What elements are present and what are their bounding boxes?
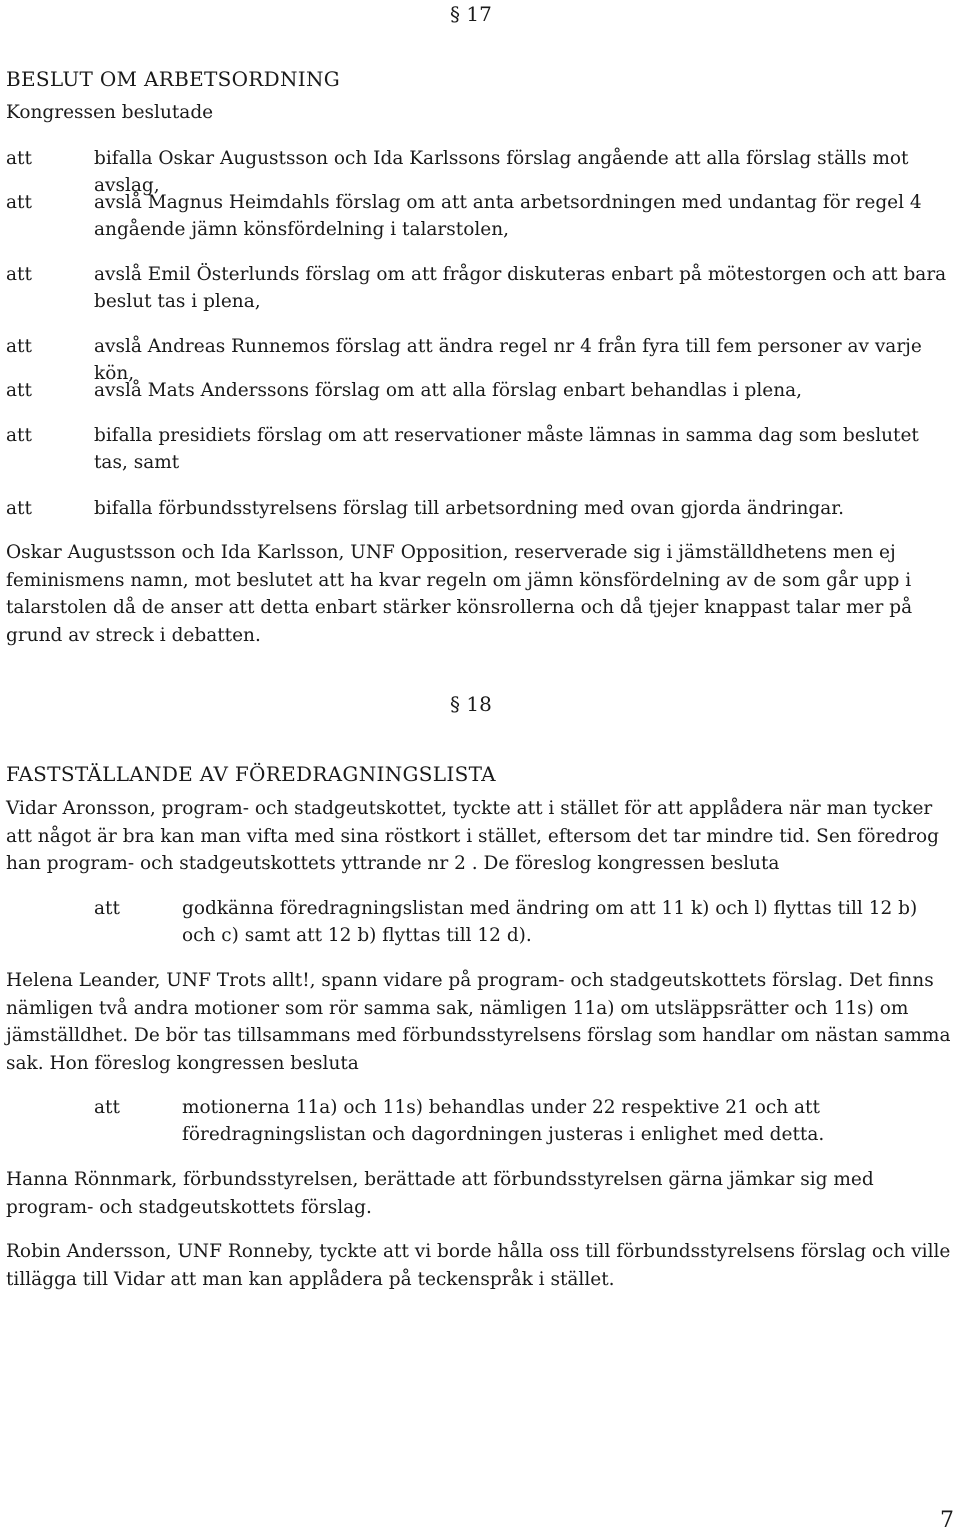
decision-text: avslå Mats Anderssons förslag om att alla förslag enbart behandlas i plena, — [94, 380, 803, 401]
att-label: att — [94, 898, 120, 919]
section-18-mark: § 18 — [450, 692, 492, 716]
reservation-paragraph: Oskar Augustsson och Ida Karlsson, UNF Opposition, reserverade sig i jämställdhetens men ej feminismens namn, mot beslutet att ha kvar regeln om jämn könsfördelning av de som går upp i talarstolen då de anser att detta enbart stärker könsrollerna och då tjejer knappast talar mer på grund av streck i debatten. — [6, 542, 913, 646]
decision-text: bifalla Oskar Augustsson och Ida Karlssons förslag angående att alla förslag ställs mot avslag, — [94, 148, 909, 196]
section-18-heading: FASTSTÄLLANDE AV FÖREDRAGNINGSLISTA — [6, 762, 496, 786]
decision-text: avslå Andreas Runnemos förslag att ändra regel nr 4 från fyra till fem personer av varje kön, — [94, 336, 922, 384]
att-label: att — [6, 380, 32, 401]
proposal-text: godkänna föredragningslistan med ändring om att 11 k) och l) flyttas till 12 b) och c) samt att 12 b) flyttas till 12 d). — [182, 898, 918, 946]
decision-text: avslå Magnus Heimdahls förslag om att anta arbetsordningen med undantag för regel 4 angående jämn könsfördelning i talarstolen, — [94, 192, 922, 240]
decision-text: bifalla presidiets förslag om att reservationer måste lämnas in samma dag som beslutet tas, samt — [94, 425, 919, 473]
att-label: att — [6, 498, 32, 519]
att-label: att — [6, 192, 32, 213]
proposal-text: motionerna 11a) och 11s) behandlas under 22 respektive 21 och att föredragningslistan och dagordningen justeras i enlighet med detta. — [182, 1097, 825, 1145]
att-label: att — [6, 264, 32, 285]
decision-text: avslå Emil Österlunds förslag om att frågor diskuteras enbart på mötestorgen och att bara beslut tas i plena, — [94, 264, 947, 312]
paragraph-hanna: Hanna Rönnmark, förbundsstyrelsen, berättade att förbundsstyrelsen gärna jämkar sig med program- och stadgeutskottets förslag. — [6, 1169, 874, 1218]
att-label: att — [6, 336, 32, 357]
att-label: att — [6, 425, 32, 446]
section-17-mark: § 17 — [450, 2, 492, 26]
att-label: att — [6, 148, 32, 169]
page-number: 7 — [940, 1508, 954, 1533]
att-label: att — [94, 1097, 120, 1118]
section-17-subtitle: Kongressen beslutade — [6, 102, 214, 123]
paragraph-helena: Helena Leander, UNF Trots allt!, spann vidare på program- och stadgeutskottets förslag. Det finns nämligen två andra motioner som rör samma sak, nämligen 11a) om utsläppsrätter och 11s) om jämställdhet. De bör tas tillsammans med förbundsstyrelsens förslag som handlar om nästan samma sak. Hon föreslog kongressen besluta — [6, 970, 951, 1074]
paragraph-vidar: Vidar Aronsson, program- och stadgeutskottet, tyckte att i stället för att applådera när man tycker att något är bra kan man vifta med sina röstkort i stället, eftersom det tar mindre tid. Sen föredrog han program- och stadgeutskottets yttrande nr 2 . De föreslog kongressen besluta — [6, 798, 940, 874]
section-17-heading: BESLUT OM ARBETSORDNING — [6, 67, 341, 91]
decision-text: bifalla förbundsstyrelsens förslag till arbetsordning med ovan gjorda ändringar. — [94, 498, 844, 519]
paragraph-robin: Robin Andersson, UNF Ronneby, tyckte att vi borde hålla oss till förbundsstyrelsens förslag och ville tillägga till Vidar att man kan applådera på teckenspråk i stället. — [6, 1241, 951, 1290]
